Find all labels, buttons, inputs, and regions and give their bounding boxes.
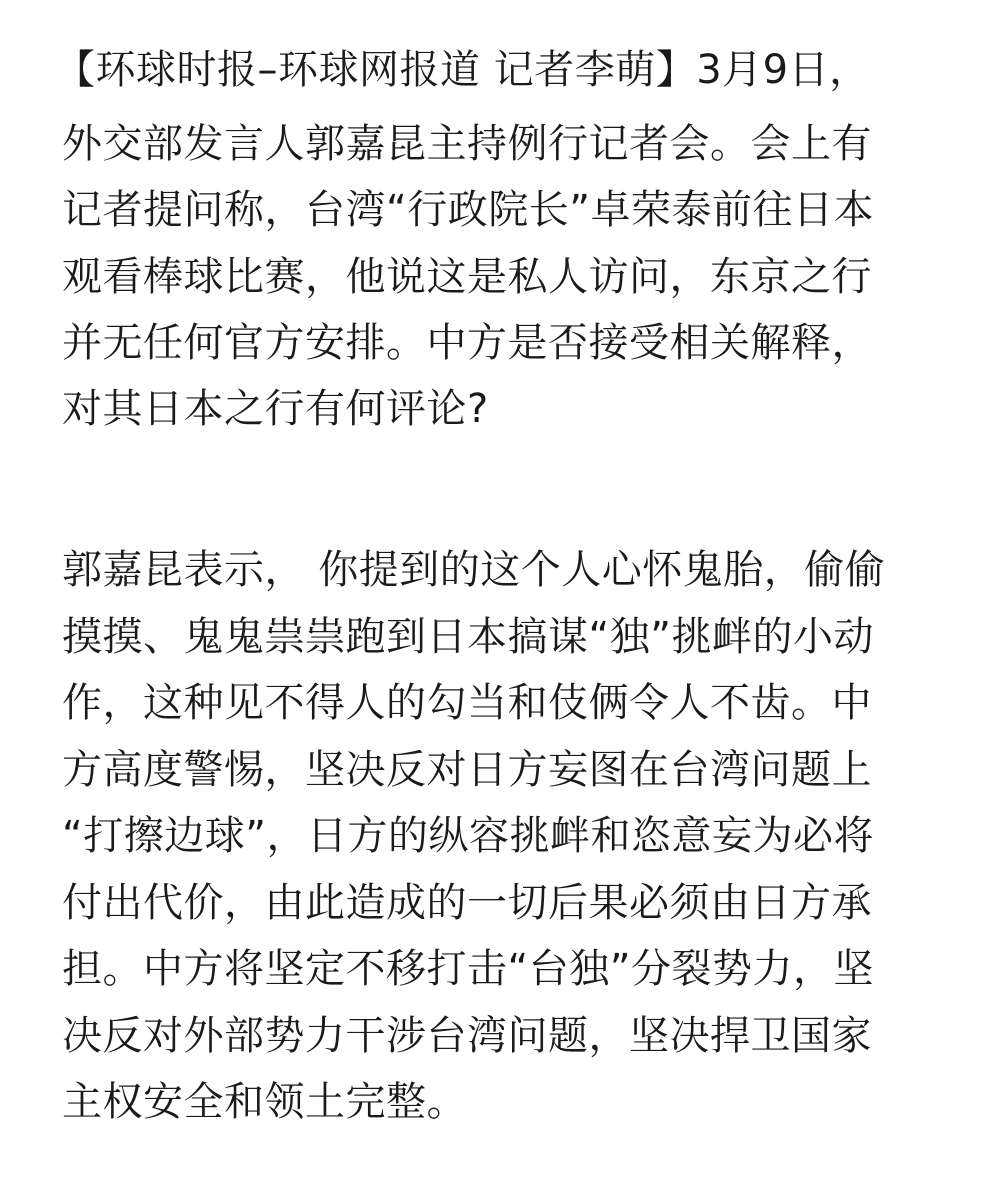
paragraph-2-line-1: 郭嘉昆表示， 你提到的这个人心怀鬼胎，偷偷: [62, 547, 886, 593]
paragraph-2-line-9: 主权安全和领土完整。: [62, 1079, 467, 1125]
paragraph-2-line-8: 决反对外部势力干涉台湾问题，坚决捍卫国家: [62, 1013, 872, 1059]
paragraph-2-line-6: 付出代价，由此造成的一切后果必须由日方承: [62, 880, 872, 926]
paragraph-1-line-1: 【环球时报–环球网报道 记者李萌】3月9日，: [55, 47, 870, 93]
paragraph-2-line-2: 摸摸、鬼鬼祟祟跑到日本搞谋“独”挑衅的小动: [62, 614, 874, 660]
paragraph-1-line-4: 观看棒球比赛，他说这是私人访问，东京之行: [62, 254, 872, 300]
paragraph-1-line-6: 对其日本之行有何评论?: [62, 386, 489, 432]
paragraph-1-line-3: 记者提问称，台湾“行政院长”卓荣泰前往日本: [62, 187, 874, 233]
paragraph-2-line-4: 方高度警惕，坚决反对日方妄图在台湾问题上: [62, 747, 872, 793]
paragraph-2-line-3: 作，这种见不得人的勾当和伎俩令人不齿。中: [62, 680, 872, 726]
paragraph-1-line-2: 外交部发言人郭嘉昆主持例行记者会。会上有: [62, 121, 872, 167]
paragraph-2-line-5: “打擦边球”，日方的纵容挑衅和恣意妄为必将: [62, 813, 874, 859]
paragraph-1-line-5: 并无任何官方安排。中方是否接受相关解释，: [62, 320, 872, 366]
paragraph-2-line-7: 担。中方将坚定不移打击“台独”分裂势力，坚: [62, 946, 874, 992]
